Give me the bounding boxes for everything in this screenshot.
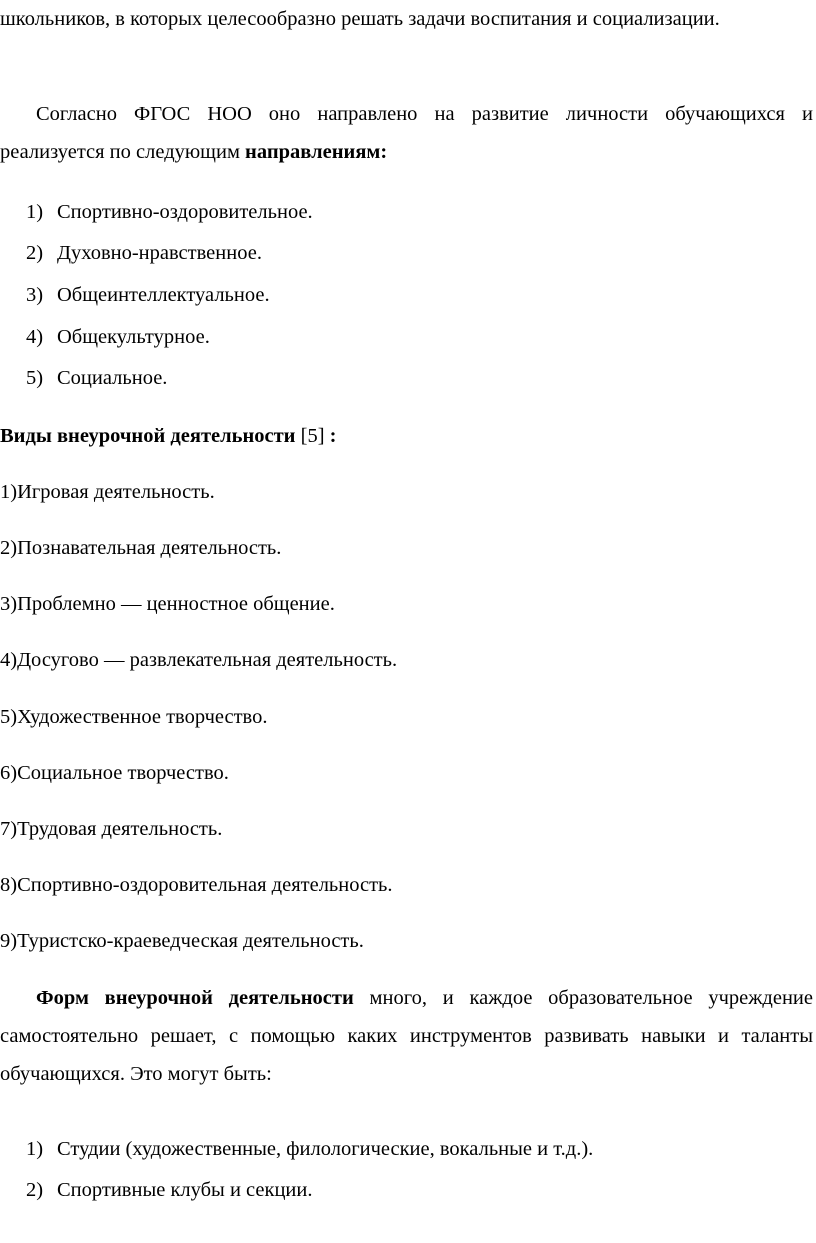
forms-paragraph <box>0 979 813 1093</box>
direction-text: Социальное. <box>57 367 168 389</box>
direction-num: 1) <box>26 201 44 223</box>
type-item-9: 9)Туристско-краеведческая деятельность. <box>0 930 364 952</box>
direction-text: Общеинтеллектуальное. <box>57 284 270 306</box>
direction-text: Спортивно-оздоровительное. <box>57 201 313 223</box>
direction-item-1 <box>26 199 313 225</box>
type-item-2: 2)Познавательная деятельность. <box>0 537 282 559</box>
direction-num: 3) <box>26 284 44 306</box>
type-item-4: 4)Досугово — развлекательная деятельность. <box>0 649 398 671</box>
direction-num: 5) <box>26 367 44 389</box>
forms-item-text: Спортивные клубы и секции. <box>57 1179 313 1201</box>
forms-item-text: Студии (художественные, филологические, вокальные и т.д.). <box>57 1138 594 1160</box>
fgos-text: Согласно ФГОС НОО оно направлено на развитие личности обучающихся и реализуется по следующим <box>0 103 813 163</box>
types-heading <box>0 423 336 449</box>
direction-text: Духовно-нравственное. <box>57 242 262 264</box>
intro-text: школьников, в которых целесообразно решать задачи воспитания и социализации. <box>0 8 720 30</box>
types-heading-ref: [5] <box>295 425 330 447</box>
types-heading-bold: Виды внеурочной деятельности <box>0 425 296 447</box>
direction-item-3 <box>26 282 270 308</box>
intro-paragraph <box>0 0 813 38</box>
direction-num: 2) <box>26 242 44 264</box>
type-item-3: 3)Проблемно — ценностное общение. <box>0 593 335 615</box>
forms-num: 2) <box>26 1179 44 1201</box>
direction-item-4 <box>26 324 210 350</box>
forms-item-1 <box>26 1136 593 1162</box>
direction-item-2 <box>26 240 262 266</box>
forms-bold-term: Форм внеурочной деятельности <box>36 987 354 1009</box>
types-heading-colon: : <box>329 425 337 447</box>
type-item-5: 5)Художественное творчество. <box>0 706 268 728</box>
direction-item-5 <box>26 365 167 391</box>
forms-num: 1) <box>26 1138 44 1160</box>
type-item-8: 8)Спортивно-оздоровительная деятельность. <box>0 874 393 896</box>
fgos-bold-term: направлениям: <box>245 141 388 163</box>
type-item-1: 1)Игровая деятельность. <box>0 481 215 503</box>
direction-num: 4) <box>26 326 44 348</box>
type-item-7: 7)Трудовая деятельность. <box>0 818 223 840</box>
fgos-paragraph <box>0 95 813 171</box>
forms-text: много, и каждое образовательное учреждение самостоятельно решает, с помощью каких инструментов развивать навыки и таланты обучающихся. Это могут быть: <box>0 987 813 1085</box>
forms-item-2 <box>26 1177 313 1203</box>
type-item-6: 6)Социальное творчество. <box>0 762 229 784</box>
direction-text: Общекультурное. <box>57 326 210 348</box>
